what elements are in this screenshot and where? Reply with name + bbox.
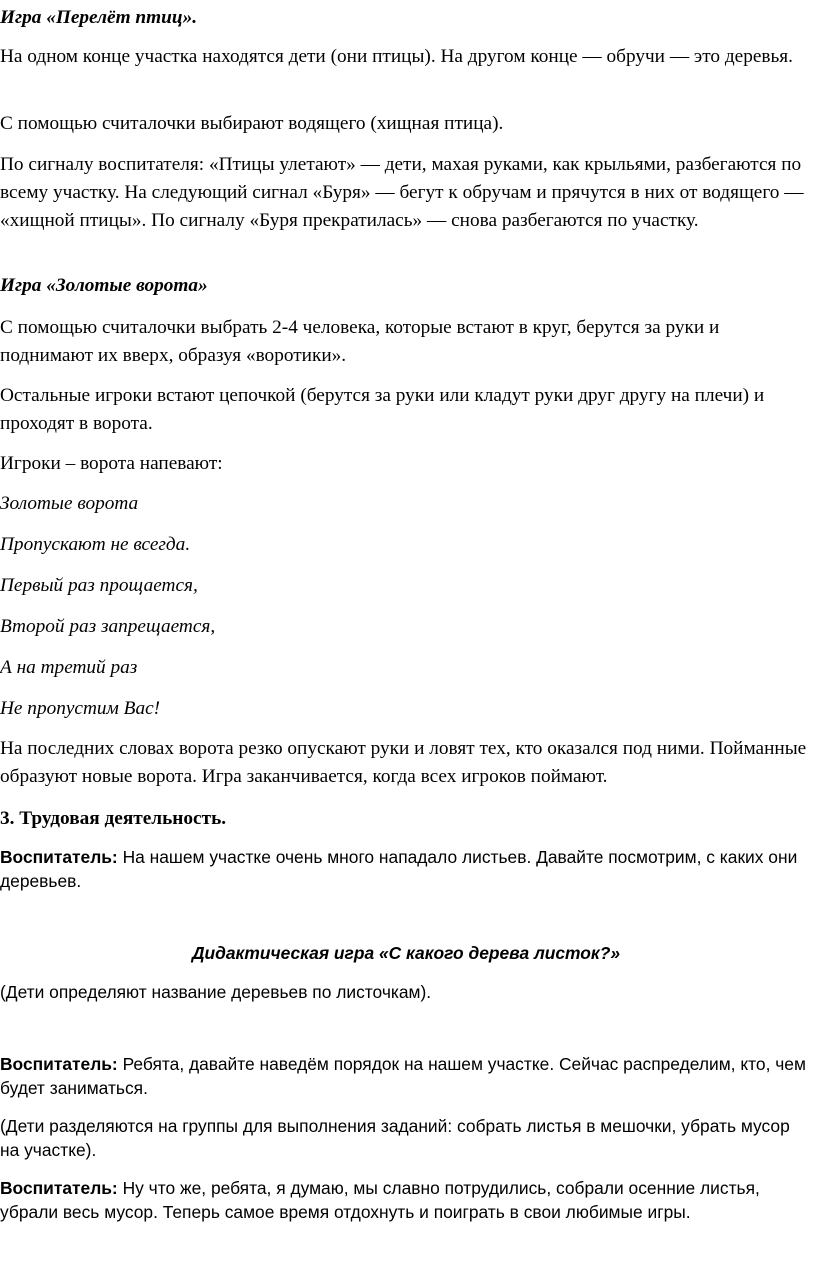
song-line: Не пропустим Вас! — [0, 698, 161, 719]
song-line: Пропускают не всегда. — [0, 534, 191, 555]
groups-note: (Дети разделяются на группы для выполнения заданий: собрать листья в мешочки, убрать мусор на участке). — [0, 1116, 790, 1160]
bird-game-title: Игра «Перелёт птиц». — [0, 7, 198, 28]
gate-game-paragraph-4: На последних словах ворота резко опускают руки и ловят тех, кто оказался под ними. Пойманные образуют новые ворота. Игра заканчивается, когда всех игроков поймают. — [0, 738, 807, 787]
gate-game-paragraph-2: Остальные игроки встают цепочкой (берутся за руки или кладут руки друг другу на плечи) и проходят в ворота. — [0, 385, 765, 434]
teacher-label: Воспитатель: — [0, 1054, 118, 1074]
teacher-remark-text: Ну что же, ребята, я думаю, мы славно потрудились, собрали осенние листья, убрали весь мусор. Теперь самое время отдохнуть и поиграть в свои любимые игры. — [0, 1178, 760, 1222]
teacher-remark-text: Ребята, давайте наведём порядок на нашем участке. Сейчас распределим, кто, чем будет заниматься. — [0, 1054, 806, 1098]
song-line: А на третий раз — [0, 657, 138, 678]
teacher-remark-3 — [0, 1176, 812, 1224]
gate-game-title: Игра «Золотые ворота» — [0, 275, 208, 296]
teacher-remark-text: На нашем участке очень много нападало листьев. Давайте посмотрим, с каких они деревьев. — [0, 847, 798, 891]
teacher-label: Воспитатель: — [0, 847, 118, 867]
teacher-remark-1 — [0, 845, 812, 893]
teacher-remark-2 — [0, 1052, 812, 1100]
song-line: Второй раз запрещается, — [0, 616, 216, 637]
bird-game-paragraph-3: По сигналу воспитателя: «Птицы улетают» — дети, махая руками, как крыльями, разбегаются по всему участку. На следующий сигнал «Буря» — бегут к обручам и прячутся в них от водящего — «хищной птицы». По сигналу «Буря прекратилась» — снова разбегаются по участку. — [0, 154, 804, 231]
bird-game-paragraph-2: С помощью считалочки выбирают водящего (хищная птица). — [0, 113, 504, 134]
song-line: Первый раз прощается, — [0, 575, 198, 596]
song-line: Золотые ворота — [0, 493, 139, 514]
section-3-heading: 3. Трудовая деятельность. — [0, 808, 227, 829]
didactic-game-note: (Дети определяют название деревьев по листочкам). — [0, 982, 432, 1002]
teacher-label: Воспитатель: — [0, 1178, 118, 1198]
didactic-game-title: Дидактическая игра «С какого дерева листок?» — [191, 943, 621, 963]
gate-game-paragraph-3: Игроки – ворота напевают: — [0, 453, 223, 474]
bird-game-paragraph-1: На одном конце участка находятся дети (они птицы). На другом конце — обручи — это деревья. — [0, 46, 793, 67]
gate-game-paragraph-1: С помощью считалочки выбрать 2-4 человека, которые встают в круг, берутся за руки и поднимают их вверх, образуя «воротики». — [0, 317, 720, 366]
